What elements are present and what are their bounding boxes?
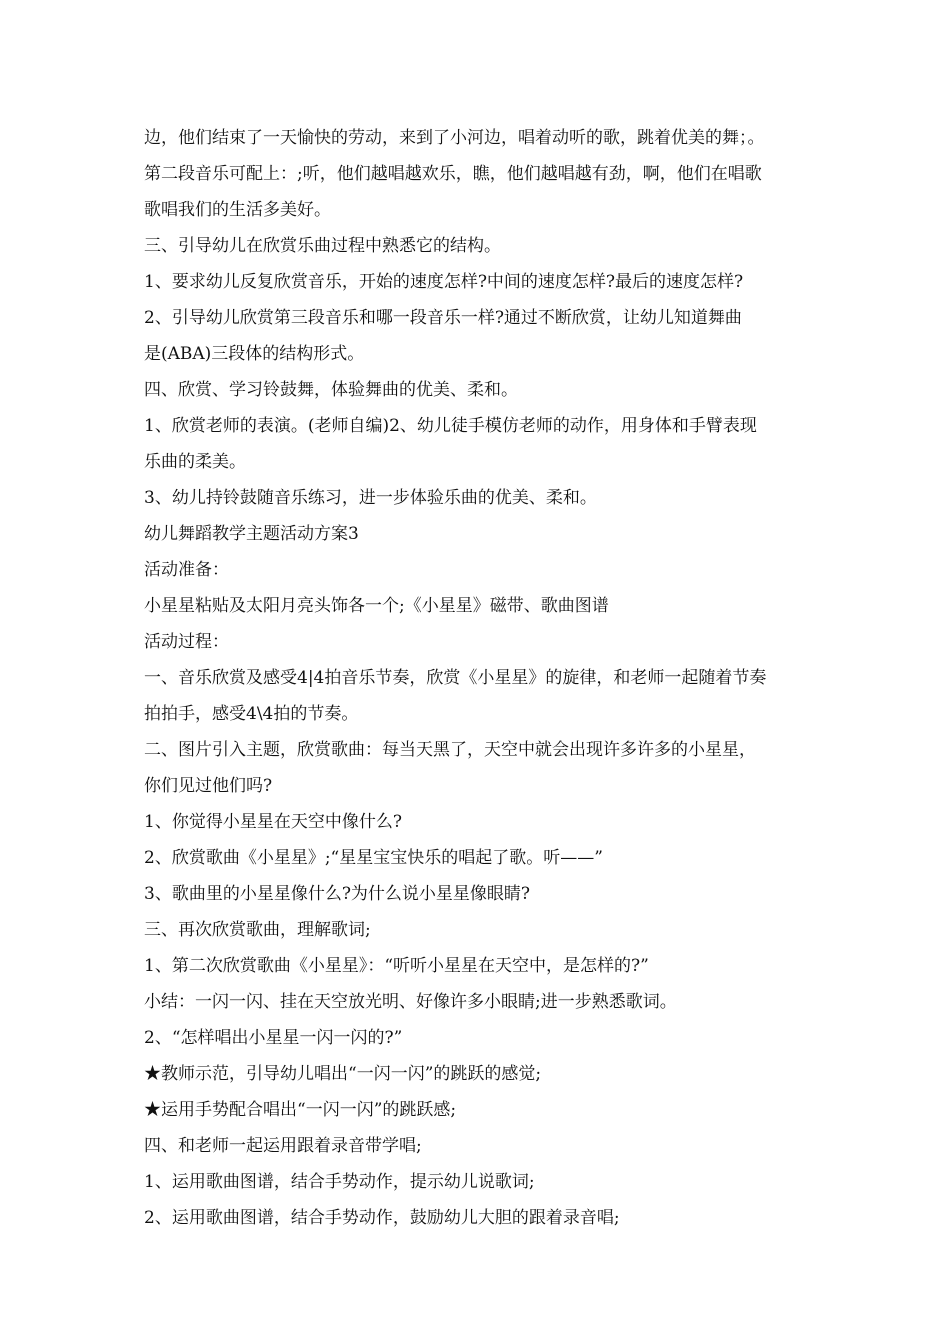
text-line: 小结：一闪一闪、挂在天空放光明、好像许多小眼睛;进一步熟悉歌词。 xyxy=(144,992,677,1012)
text-line: 边，他们结束了一天愉快的劳动，来到了小河边，唱着动听的歌，跳着优美的舞；。 xyxy=(144,128,765,148)
section-heading: 三、引导幼儿在欣赏乐曲过程中熟悉它的结构。 xyxy=(144,236,501,256)
text-line: 1、欣赏老师的表演。(老师自编)2、幼儿徒手模仿老师的动作，用身体和手臂表现 xyxy=(144,416,757,436)
plan-title: 幼儿舞蹈教学主题活动方案3 xyxy=(144,524,359,544)
text-line: 1、你觉得小星星在天空中像什么? xyxy=(144,812,402,832)
section-heading: 一、音乐欣赏及感受4|4拍音乐节奏，欣赏《小星星》的旋律，和老师一起随着节奏 xyxy=(144,668,767,688)
text-line: 2、引导幼儿欣赏第三段音乐和哪一段音乐一样?通过不断欣赏，让幼儿知道舞曲 xyxy=(144,308,742,328)
text-line: 2、欣赏歌曲《小星星》;“星星宝宝快乐的唱起了歌。听——” xyxy=(144,848,603,868)
text-line: 2、运用歌曲图谱，结合手势动作，鼓励幼儿大胆的跟着录音唱; xyxy=(144,1208,620,1228)
text-line: ★运用手势配合唱出“一闪一闪”的跳跃感; xyxy=(144,1100,457,1120)
text-line: 1、第二次欣赏歌曲《小星星》：“听听小星星在天空中，是怎样的?” xyxy=(144,956,649,976)
text-line: 你们见过他们吗? xyxy=(144,776,273,796)
section-heading: 二、图片引入主题，欣赏歌曲：每当天黑了，天空中就会出现许多许多的小星星， xyxy=(144,740,756,760)
text-line: 是(ABA)三段体的结构形式。 xyxy=(144,344,365,364)
document-body xyxy=(144,120,824,1236)
section-heading: 三、再次欣赏歌曲，理解歌词; xyxy=(144,920,371,940)
text-line: 第二段音乐可配上：;听，他们越唱越欢乐，瞧，他们越唱越有劲，啊，他们在唱歌 xyxy=(144,164,762,184)
section-heading: 四、欣赏、学习铃鼓舞，体验舞曲的优美、柔和。 xyxy=(144,380,518,400)
text-line: 乐曲的柔美。 xyxy=(144,452,246,472)
subheading: 活动准备： xyxy=(144,560,229,580)
text-line: 1、运用歌曲图谱，结合手势动作，提示幼儿说歌词; xyxy=(144,1172,535,1192)
text-line: 小星星粘贴及太阳月亮头饰各一个;《小星星》磁带、歌曲图谱 xyxy=(144,596,609,616)
text-line: 歌唱我们的生活多美好。 xyxy=(144,200,331,220)
text-line: ★教师示范，引导幼儿唱出“一闪一闪”的跳跃的感觉; xyxy=(144,1064,542,1084)
text-line: 拍拍手，感受4\4拍的节奏。 xyxy=(144,704,359,724)
text-line: 2、“怎样唱出小星星一闪一闪的?” xyxy=(144,1028,403,1048)
text-line: 3、歌曲里的小星星像什么?为什么说小星星像眼睛? xyxy=(144,884,531,904)
subheading: 活动过程： xyxy=(144,632,229,652)
section-heading: 四、和老师一起运用跟着录音带学唱; xyxy=(144,1136,422,1156)
text-line: 1、要求幼儿反复欣赏音乐，开始的速度怎样?中间的速度怎样?最后的速度怎样? xyxy=(144,272,744,292)
text-line: 3、幼儿持铃鼓随音乐练习，进一步体验乐曲的优美、柔和。 xyxy=(144,488,597,508)
